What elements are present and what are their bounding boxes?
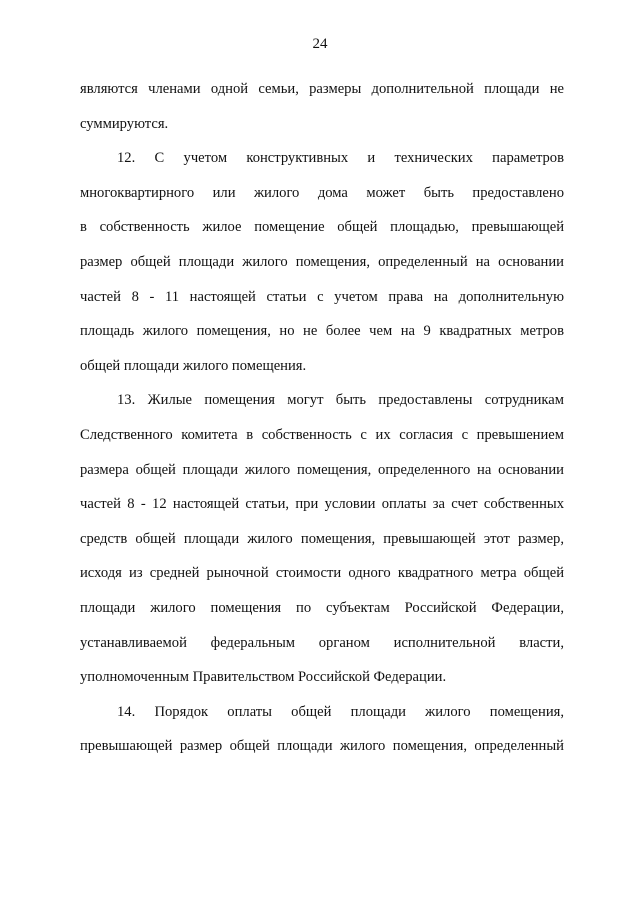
text-line: средств общей площади жилого помещения, превышающей этот размер, xyxy=(80,530,564,547)
text-line: 14. Порядок оплаты общей площади жилого помещения, xyxy=(117,703,564,720)
paragraph-12-line xyxy=(80,314,564,349)
paragraph-13-line xyxy=(80,453,564,488)
paragraph-13-line xyxy=(80,418,564,453)
paragraph-13-line xyxy=(80,383,564,418)
paragraph-13-line xyxy=(80,660,564,695)
paragraph-12-line xyxy=(80,141,564,176)
paragraph-13-line xyxy=(80,487,564,522)
text-line: являются членами одной семьи, размеры дополнительной площади не xyxy=(80,81,564,97)
text-line: площадь жилого помещения, но не более чем на 9 квадратных метров xyxy=(80,323,564,340)
paragraph-12-line xyxy=(80,176,564,211)
page-number: 24 xyxy=(312,36,328,52)
text-line: исходя из средней рыночной стоимости одного квадратного метра общей xyxy=(80,565,564,582)
document-body xyxy=(80,72,564,764)
text-line: устанавливаемой федеральным органом исполнительной власти, xyxy=(80,634,564,651)
paragraph-continuation xyxy=(80,72,564,107)
paragraph-13-line xyxy=(80,556,564,591)
paragraph-12-line xyxy=(80,245,564,280)
text-line: уполномоченным Правительством Российской Федерации. xyxy=(80,669,447,686)
text-line: частей 8 - 12 настоящей статьи, при условии оплаты за счет собственных xyxy=(80,496,564,513)
paragraph-12-line xyxy=(80,280,564,315)
paragraph-continuation-end xyxy=(80,107,564,142)
paragraph-13-line xyxy=(80,591,564,626)
text-line: 13. Жилые помещения могут быть предоставлены сотрудникам xyxy=(117,392,564,409)
text-line: частей 8 - 11 настоящей статьи с учетом права на дополнительную xyxy=(80,288,564,305)
text-line: Следственного комитета в собственность с их согласия с превышением xyxy=(80,426,564,443)
text-line: размера общей площади жилого помещения, определенного на основании xyxy=(80,461,564,478)
text-line: в собственность жилое помещение общей площадью, превышающей xyxy=(80,219,564,236)
text-line: суммируются. xyxy=(80,115,169,132)
paragraph-14-line xyxy=(80,729,564,764)
text-line: площади жилого помещения по субъектам Российской Федерации, xyxy=(80,599,564,616)
paragraph-12-line xyxy=(80,349,564,384)
text-line: 12. С учетом конструктивных и технических параметров xyxy=(117,150,564,167)
paragraph-13-line xyxy=(80,522,564,557)
paragraph-14-line xyxy=(80,695,564,730)
paragraph-12-line xyxy=(80,210,564,245)
text-line: общей площади жилого помещения. xyxy=(80,357,307,374)
paragraph-13-line xyxy=(80,626,564,661)
text-line: многоквартирного или жилого дома может быть предоставлено xyxy=(80,184,564,201)
text-line: превышающей размер общей площади жилого помещения, определенный xyxy=(80,738,564,755)
text-line: размер общей площади жилого помещения, определенный на основании xyxy=(80,253,564,270)
